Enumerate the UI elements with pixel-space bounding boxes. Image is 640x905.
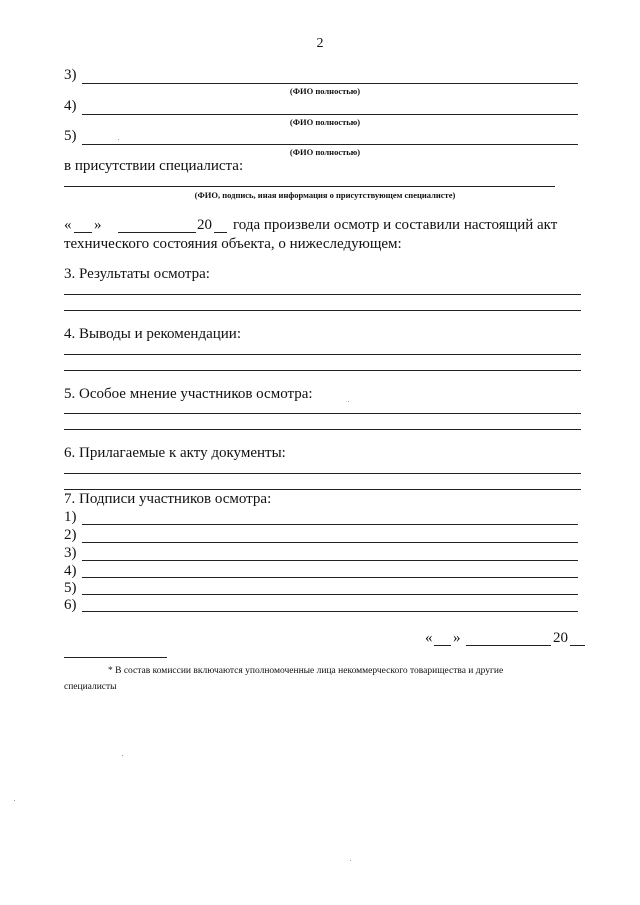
year-prefix: 20: [197, 217, 212, 233]
section-5-heading: 5. Особое мнение участников осмотра:: [64, 386, 313, 402]
section-3-line-2[interactable]: [64, 310, 581, 311]
signature-4-line[interactable]: [82, 577, 578, 578]
scan-speck: [350, 860, 351, 861]
signature-1-line[interactable]: [82, 524, 578, 525]
closing-date-quote-close: »: [453, 630, 461, 646]
section-5-line-1[interactable]: [64, 413, 581, 414]
person-5-number: 5): [64, 128, 77, 144]
person-3-caption: (ФИО полностью): [289, 86, 361, 96]
year-blank[interactable]: [214, 232, 227, 233]
person-5-caption: (ФИО полностью): [289, 147, 361, 157]
inspection-text-line1: года произвели осмотр и составили настоящий акт: [233, 217, 558, 233]
person-3-number: 3): [64, 67, 77, 83]
section-3-line-1[interactable]: [64, 294, 581, 295]
signatures-heading: 7. Подписи участников осмотра:: [64, 491, 272, 507]
day-blank[interactable]: [74, 232, 92, 233]
scan-speck: [122, 755, 123, 756]
person-4-line[interactable]: [82, 114, 578, 115]
footnote-line-1: * В состав комиссии включаются уполномоченные лица некоммерческого товарищества и другие: [108, 666, 504, 676]
person-3-line[interactable]: [82, 83, 578, 84]
scan-speck: [118, 139, 119, 140]
specialist-label: в присутствии специалиста:: [64, 158, 244, 174]
section-4-heading: 4. Выводы и рекомендации:: [64, 326, 241, 342]
closing-month-blank[interactable]: [466, 645, 551, 646]
section-6-line-2[interactable]: [64, 489, 581, 490]
signature-2-line[interactable]: [82, 542, 578, 543]
closing-year-blank[interactable]: [570, 645, 585, 646]
month-blank[interactable]: [118, 232, 196, 233]
signature-6-line[interactable]: [82, 611, 578, 612]
signature-6-number: 6): [64, 597, 77, 613]
person-4-caption: (ФИО полностью): [289, 117, 361, 127]
signature-2-number: 2): [64, 527, 77, 543]
section-6-line-1[interactable]: [64, 473, 581, 474]
signature-4-number: 4): [64, 563, 77, 579]
footnote-separator: [64, 657, 167, 658]
signature-5-number: 5): [64, 580, 77, 596]
date-quote-close: »: [94, 217, 102, 233]
section-5-line-2[interactable]: [64, 429, 581, 430]
signature-3-number: 3): [64, 545, 77, 561]
signature-1-number: 1): [64, 509, 77, 525]
specialist-caption: (ФИО, подпись, иная информация о присутствующем специалисте): [194, 190, 456, 200]
section-4-line-2[interactable]: [64, 370, 581, 371]
signature-5-line[interactable]: [82, 594, 578, 595]
person-5-line[interactable]: [82, 144, 578, 145]
closing-year-prefix: 20: [553, 630, 568, 646]
footnote-line-2: специалисты: [64, 682, 117, 692]
closing-date-quote-open: «: [425, 630, 433, 646]
closing-day-blank[interactable]: [434, 645, 451, 646]
signature-3-line[interactable]: [82, 560, 578, 561]
specialist-line[interactable]: [64, 186, 555, 187]
section-4-line-1[interactable]: [64, 354, 581, 355]
page-number: 2: [316, 36, 324, 51]
date-quote-open: «: [64, 217, 72, 233]
scan-speck: [14, 800, 15, 801]
section-3-heading: 3. Результаты осмотра:: [64, 266, 210, 282]
inspection-text-line2: технического состояния объекта, о нижеследующем:: [64, 236, 402, 252]
person-4-number: 4): [64, 98, 77, 114]
section-6-heading: 6. Прилагаемые к акту документы:: [64, 445, 286, 461]
scan-speck: [348, 401, 349, 402]
